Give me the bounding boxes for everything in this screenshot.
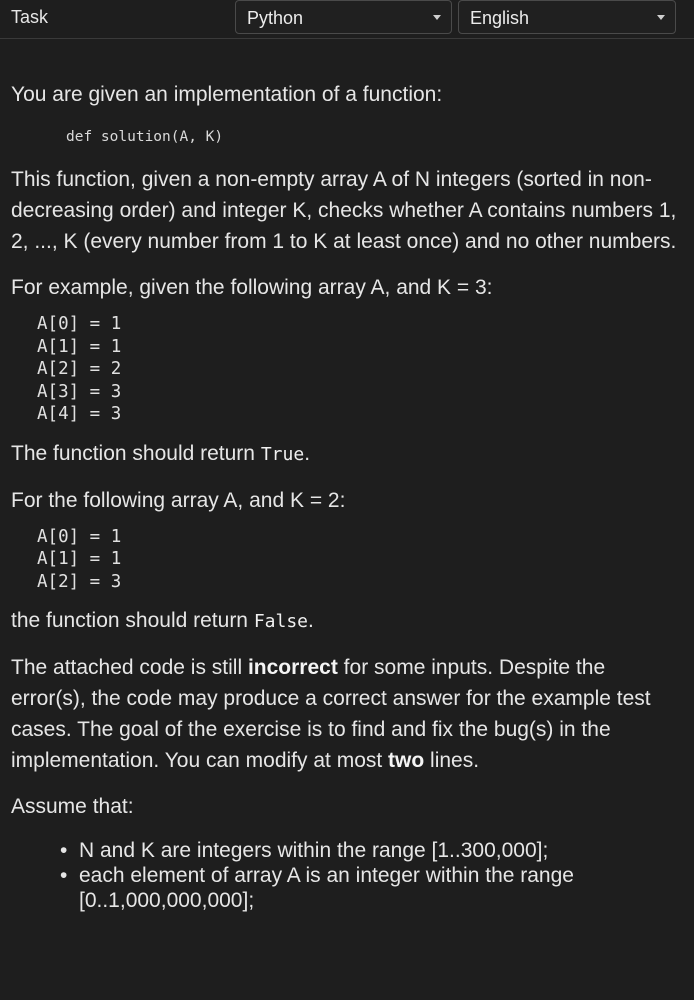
programming-language-select[interactable] <box>235 0 452 34</box>
assume-label: Assume that: <box>11 795 134 818</box>
example1-result <box>11 438 683 470</box>
intro-text: You are given an implementation of a function: <box>11 83 443 106</box>
example1-result-period: . <box>304 441 311 465</box>
task-note-text: lines. <box>424 749 480 772</box>
list-item <box>60 863 683 913</box>
task-header <box>0 0 694 39</box>
task-note-emphasis: two <box>388 749 425 772</box>
chevron-down-icon <box>657 15 665 20</box>
chevron-down-icon <box>433 15 441 20</box>
example1-intro: For example, given the following array A, and K = 3: <box>11 276 493 299</box>
function-description: This function, given a non-empty array A of N integers (sorted in non-decreasing order) and integer K, checks whether A contains numbers 1, 2, ..., K (every number from 1 to K at least once) and no other numbers. <box>11 168 677 253</box>
task-description <box>0 38 694 913</box>
human-language-select[interactable] <box>458 0 676 34</box>
bullet-icon: • <box>60 864 68 887</box>
function-signature: def solution(A, K) <box>66 129 224 145</box>
example2-result-value: False <box>253 611 309 632</box>
task-note-text: The attached code is still <box>11 656 248 679</box>
constraint-text: each element of array A is an integer within the range [0..1,000,000,000]; <box>79 864 574 912</box>
constraint-text: N and K are integers within the range [1..300,000]; <box>79 839 549 862</box>
task-note <box>11 652 683 776</box>
human-language-value: English <box>470 8 530 28</box>
example2-result-text: the function should return <box>11 609 254 632</box>
example2-array: A[0] = 1 A[1] = 1 A[2] = 3 <box>37 526 122 592</box>
example2-result <box>11 605 683 637</box>
example2-result-period: . <box>308 609 314 632</box>
example1-result-text: The function should return <box>11 441 261 465</box>
bullet-icon: • <box>60 839 68 862</box>
list-item <box>60 838 683 863</box>
example1-result-value: True <box>260 443 305 465</box>
example1-array: A[0] = 1 A[1] = 1 A[2] = 2 A[3] = 3 A[4] = 3 <box>37 314 122 424</box>
task-label: Task <box>11 7 49 27</box>
programming-language-value: Python <box>247 8 304 28</box>
example2-intro: For the following array A, and K = 2: <box>11 488 346 512</box>
task-note-emphasis: incorrect <box>247 656 338 679</box>
task-note-text: for some inputs. Despite the error(s), the code may produce a correct answer for the example test cases. The goal of the exercise is to find and fix the bug(s) in the implementation. You can modify at most <box>11 656 651 772</box>
constraints-list <box>11 838 683 913</box>
